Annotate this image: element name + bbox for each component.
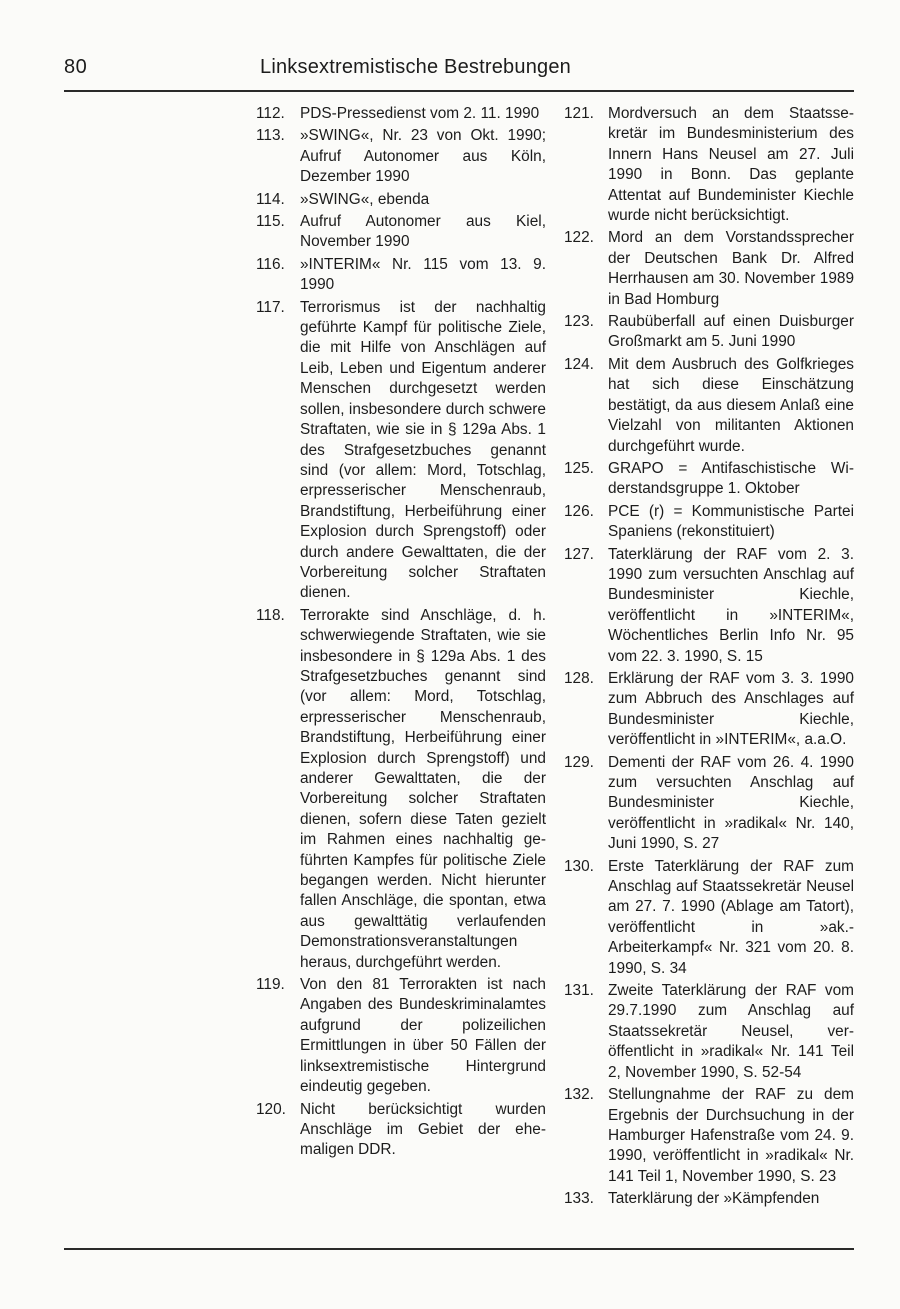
endnote bbox=[564, 857, 854, 979]
endnote-text: Terrorismus ist der nachhaltig geführte Kampf für politische Ziele, die mit Hilfe von Anschlägen auf Leib, Leben und Eigentum anderer Menschen durchgesetzt werden sollen, insbesondere durch schwere Straftaten, wie sie in § 129a Abs. 1 des Strafgesetzbuches genannt sind (vor allem: Mord, Totschlag, erpresserischer Menschenraub, Brandstiftung, Herbeiführung einer Explosion durch Sprengstoff) oder durch andere Gewalttaten, die der Vorbereitung solcher Straftaten dienen. bbox=[300, 298, 546, 602]
endnote bbox=[564, 312, 854, 353]
endnote-number: 113. bbox=[256, 127, 285, 145]
endnote-number: 129. bbox=[564, 753, 594, 771]
endnote-text: GRAPO = Antifaschistische Widerstandsgruppe 1. Oktober bbox=[608, 459, 854, 498]
endnote-number: 120. bbox=[256, 1100, 286, 1118]
endnote bbox=[564, 669, 854, 751]
endnote-number: 130. bbox=[564, 857, 594, 875]
endnote-number: 121. bbox=[564, 105, 594, 122]
endnote-text: Von den 81 Terrorakten ist nach Angaben des Bundeskriminalamtes aufgrund der polizeilichen Ermittlungen in über 50 Fällen der linksextremistische Hintergrund eindeutig gegeben. bbox=[300, 976, 546, 1096]
endnote bbox=[564, 545, 854, 667]
endnote bbox=[564, 1085, 854, 1187]
endnote bbox=[256, 1100, 546, 1161]
notes-column-right bbox=[564, 104, 854, 1212]
endnote bbox=[564, 753, 854, 855]
endnote bbox=[256, 212, 546, 253]
endnote-text: Erklärung der RAF vom 3. 3. 1990 zum Abbruch des Anschlages auf Bundesminister Kiechle, veröffentlicht in »INTERIM«, a.a.O. bbox=[608, 669, 854, 749]
endnote-text: Mit dem Ausbruch des Golfkrieges hat sich diese Einschätzung bestätigt, da aus diesem Anlaß eine Vielzahl von militanten Aktionen durchgeführt wurde. bbox=[608, 355, 854, 455]
endnote-text: PCE (r) = Kommunistische Partei Spaniens (rekonstituiert) bbox=[608, 502, 854, 541]
endnote-number: 127. bbox=[564, 545, 594, 563]
endnote-number: 116. bbox=[256, 255, 285, 273]
endnote-number: 117. bbox=[256, 298, 285, 316]
endnote-number: 112. bbox=[256, 105, 285, 122]
notes-column-left bbox=[256, 104, 546, 1163]
endnote bbox=[256, 975, 546, 1097]
endnote-text: Mord an dem Vorstandssprecher der Deutschen Bank Dr. Alfred Herrhausen am 30. November 1989 in Bad Homburg bbox=[608, 229, 854, 308]
endnote-number: 124. bbox=[564, 355, 594, 373]
endnote-number: 118. bbox=[256, 606, 285, 624]
endnote bbox=[564, 228, 854, 310]
header-rule bbox=[64, 90, 854, 92]
endnote bbox=[564, 355, 854, 457]
endnote-text: »INTERIM« Nr. 115 vom 13. 9. 1990 bbox=[300, 255, 546, 294]
endnote-number: 128. bbox=[564, 669, 594, 687]
endnote bbox=[256, 104, 546, 124]
endnote-number: 132. bbox=[564, 1086, 594, 1104]
endnote bbox=[564, 1189, 854, 1209]
endnote bbox=[564, 104, 854, 226]
endnote-number: 131. bbox=[564, 982, 594, 1000]
endnote-text: Mordversuch an dem Staatssekretär im Bundesministerium des Innern Hans Neusel am 27. Juli 1990 in Bonn. Das geplante Attentat auf Bundeminister Kiechle wurde nicht berücksichtigt. bbox=[608, 105, 854, 225]
endnote-text: Erste Taterklärung der RAF zum Anschlag auf Staatssekretär Neusel am 27. 7. 1990 (Ablage am Tatort), veröffentlicht in »ak.-Arbeiterkampf« Nr. 321 vom 20. 8. 1990, S. 34 bbox=[608, 857, 854, 977]
endnote bbox=[256, 255, 546, 296]
endnote-number: 115. bbox=[256, 213, 285, 231]
endnote bbox=[564, 981, 854, 1083]
endnote bbox=[564, 502, 854, 543]
endnote-text: Taterklärung der »Kämpfenden bbox=[608, 1190, 820, 1208]
endnote-number: 114. bbox=[256, 190, 285, 208]
footer-rule bbox=[64, 1248, 854, 1250]
endnote-number: 125. bbox=[564, 459, 594, 477]
endnote bbox=[256, 190, 546, 210]
endnote bbox=[256, 298, 546, 604]
endnote-text: Taterklärung der RAF vom 2. 3. 1990 zum versuchten Anschlag auf Bundesminister Kiechle, veröffentlicht in »INTERIM«, Wöchentliches Berlin Info Nr. 95 vom 22. 3. 1990, S. 15 bbox=[608, 545, 854, 665]
endnote-text: Raubüberfall auf einen Duisburger Großmarkt am 5. Juni 1990 bbox=[608, 313, 854, 351]
endnote bbox=[256, 606, 546, 973]
endnote-text: Stellungnahme der RAF zu dem Ergebnis der Durchsuchung in der Hamburger Hafenstraße vom 24. 9. 1990, veröffentlicht in »radikal« Nr. 141 Teil 1, November 1990, S. 23 bbox=[608, 1086, 854, 1185]
endnote-number: 133. bbox=[564, 1190, 594, 1208]
endnote-text: PDS-Pressedienst vom 2. 11. 1990 bbox=[300, 105, 540, 122]
endnote-text: Terrorakte sind Anschläge, d. h. schwerwiegende Straftaten, wie sie insbesondere in § 129a Abs. 1 des Strafgesetzbuches genannt sind (vor allem: Mord, Totschlag, erpresserischer Menschenraub, Brandstiftung, Herbeiführung einer Explosion durch Sprengstoff) und anderer Gewalttaten, die der Vorbereitung solcher Straftaten dienen, sofern diese Taten gezielt im Rahmen eines nachhaltig geführten Kampfes für politische Ziele begangen werden. Nicht hierunter fallen Anschläge, die spontan, etwa aus gewalttätig verlaufenden Demonstrationsveranstaltungen heraus, durchgeführt werden. bbox=[300, 606, 546, 971]
endnote-number: 126. bbox=[564, 502, 594, 520]
running-head: Linksextremistische Bestrebungen bbox=[260, 56, 571, 78]
endnote-number: 119. bbox=[256, 976, 285, 994]
endnote-text: Aufruf Autonomer aus Kiel, November 1990 bbox=[300, 213, 546, 251]
page-number: 80 bbox=[64, 56, 88, 78]
endnote-text: »SWING«, Nr. 23 von Okt. 1990; Aufruf Autonomer aus Köln, Dezember 1990 bbox=[300, 127, 546, 186]
endnote bbox=[564, 459, 854, 500]
endnote-text: Zweite Taterklärung der RAF vom 29.7.1990 zum Anschlag auf Staatssekretär Neusel, veröffentlicht in »radikal« Nr. 141 Teil 2, November 1990, S. 52-54 bbox=[608, 982, 854, 1081]
endnote-number: 123. bbox=[564, 313, 594, 331]
endnote-text: »SWING«, ebenda bbox=[300, 190, 430, 208]
endnote-text: Dementi der RAF vom 26. 4. 1990 zum versuchten Anschlag auf Bundesminister Kiechle, veröffentlicht in »radikal« Nr. 140, Juni 1990, S. 27 bbox=[608, 753, 854, 853]
endnote-text: Nicht berücksichtigt wurden Anschläge im Gebiet der ehemaligen DDR. bbox=[300, 1100, 546, 1159]
endnote bbox=[256, 126, 546, 187]
endnote-number: 122. bbox=[564, 229, 594, 247]
